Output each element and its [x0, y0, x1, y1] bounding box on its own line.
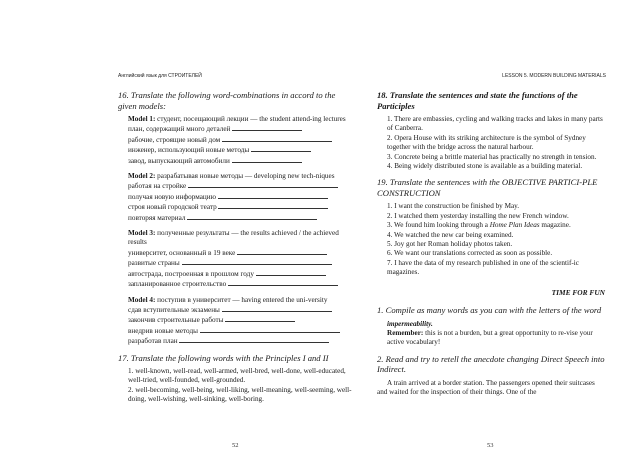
- exercise-line: разработав план: [128, 336, 354, 346]
- exercise-line: завод, выпускающий автомобили: [128, 156, 354, 166]
- fun-task-1-title: 1. Compile as many words as you can with the letters of the word: [377, 305, 602, 316]
- list-item: 4. Being widely distributed stone is available as a building material.: [387, 162, 583, 171]
- model-3-block: [128, 229, 354, 289]
- fun-task-2-title: 2. Read and try to retell the anecdote changing Direct Speech into Indirect.: [377, 353, 605, 375]
- list-item: 6. We want our translations corrected as soon as possible.: [387, 249, 553, 258]
- exercise-line: получая новую информацию: [128, 192, 354, 202]
- exercise-line: внедрив новые методы: [128, 326, 354, 336]
- exercise-line: развитые страны: [128, 258, 354, 268]
- page-number-left: 52: [232, 442, 239, 449]
- model-1-example: студент, посещающий лекции — the student attend-ing lectures: [155, 115, 346, 123]
- list-item: 5. Joy got her Roman holiday photos taken.: [387, 240, 513, 249]
- right-page-column: [377, 90, 605, 398]
- exercise-19-list: [387, 202, 605, 277]
- exercise-16-title: 16. Translate the following word-combinations in accord to the given models:: [118, 90, 336, 111]
- list-item: 3. Concrete being a brittle material has practically no strength in tension.: [387, 152, 597, 161]
- list-item: 7. I have the data of my research published in one of the scientif-ic magazines.: [387, 258, 579, 277]
- remember-label: Remember:: [387, 329, 424, 337]
- list-item: 2. I watched them yesterday installing the new French window.: [387, 211, 569, 220]
- running-header-right: LESSON 5. MODERN BUILDING MATERIALS: [502, 73, 606, 79]
- model-1-block: [128, 115, 354, 166]
- model-4-block: [128, 296, 354, 347]
- exercise-19-title: 19. Translate the sentences with the OBJECTIVE PARTICI-PLE CONSTRUCTION: [377, 177, 598, 198]
- exercise-17-part-2: 2. well-becoming, well-being, well-liking, well-meaning, well-seeming, well-doing, well-wishing, well-sinking, well-boring.: [128, 385, 352, 404]
- exercise-line: рабочие, строящие новый дом: [128, 135, 354, 145]
- exercise-line: строя новый городской театр: [128, 202, 354, 212]
- model-3-label: Model 3:: [128, 229, 156, 238]
- exercise-line: сдав вступительные экзамены: [128, 305, 354, 315]
- model-2-example: разрабатывая новые методы — developing new tech-niques: [155, 172, 335, 181]
- exercise-line: автострада, построенная в прошлом году: [128, 269, 354, 279]
- remember-text: this is not a burden, but a great opportunity to re-vise your active vocabulary!: [387, 329, 593, 347]
- anecdote-text: A train arrived at a border station. The passengers opened their suitcases and waited for the inspection of their things. One of the: [377, 378, 595, 397]
- time-for-fun-heading: TIME FOR FUN: [551, 287, 605, 297]
- keyword: impermeability.: [387, 319, 433, 328]
- list-item: 2. Opera House with its striking architecture is the symbol of Sydney together with the bridge across the natural harbour.: [387, 133, 586, 152]
- list-item: 3. We found him looking through a Home Plan Ideas magazine.: [387, 221, 571, 230]
- model-4-label: Model 4:: [128, 295, 156, 304]
- model-2-block: [128, 172, 354, 223]
- exercise-line: работая на стройке: [128, 181, 354, 191]
- magazine-title: Home Plan Ideas: [489, 221, 540, 230]
- exercise-17-part-1: 1. well-known, well-read, well-armed, well-bred, well-done, well-educated, well-tried, well-founded, well-grounded.: [128, 367, 346, 385]
- exercise-17-title: 17. Translate the following words with the Principles I and II: [118, 352, 329, 363]
- list-item: 1. There are embassies, cycling and walking tracks and lakes in many parts of Canberra.: [387, 115, 603, 133]
- exercise-line: университет, основанный в 19 веке: [128, 248, 354, 258]
- exercise-line: план, содержащий много деталей: [128, 124, 354, 134]
- exercise-line: повторяя материал: [128, 213, 354, 223]
- list-item: 4. We watched the new car being examined.: [387, 230, 514, 239]
- exercise-line: запланированное строительство: [128, 279, 354, 289]
- model-2-label: Model 2:: [128, 172, 156, 181]
- running-header-left: Английский язык для СТРОИТЕЛЕЙ: [118, 73, 202, 79]
- exercise-18-list: [387, 115, 605, 171]
- exercise-line: инженер, использующий новые методы: [128, 145, 354, 155]
- list-item: 1. I want the construction be finished by May.: [387, 202, 520, 211]
- model-4-example: поступив в университет — having entered the uni-versity: [155, 295, 328, 304]
- page-number-right: 53: [487, 442, 494, 449]
- left-page-column: [118, 90, 354, 405]
- model-3-example: полученные результаты — the results achieved / the achieved results: [128, 229, 339, 247]
- exercise-18-title: 18. Translate the sentences and state the functions of the Participles: [377, 90, 578, 111]
- exercise-line: закончив строительные работы: [128, 315, 354, 325]
- objective-participle-construction: OBJECTIVE PARTICI-PLE CONSTRUCTION: [377, 177, 598, 198]
- fun-task-1-body: [387, 320, 605, 348]
- model-1-label: Model 1:: [128, 115, 156, 123]
